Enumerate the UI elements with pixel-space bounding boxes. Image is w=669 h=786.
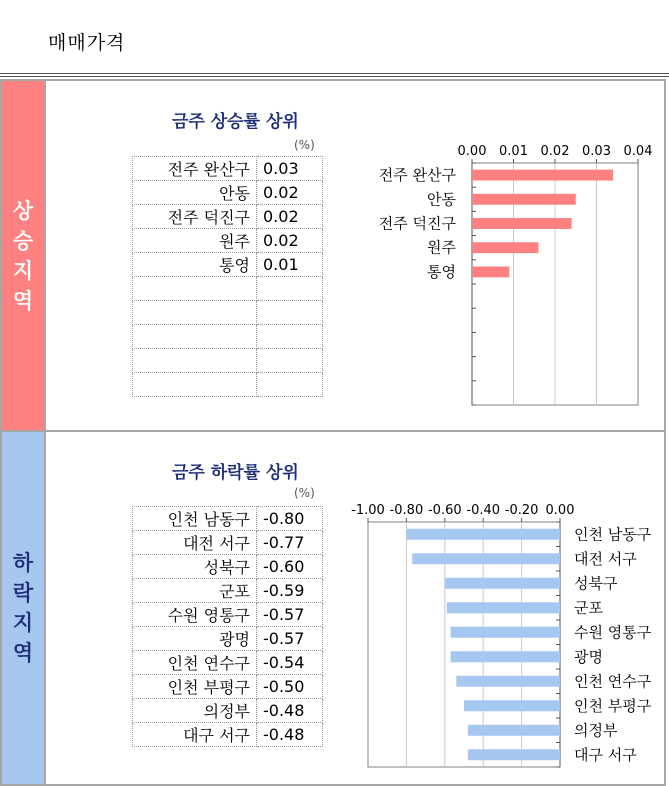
fall-table bbox=[132, 506, 323, 747]
fall-side-char: 지 bbox=[12, 611, 34, 635]
category-label: 성북구 bbox=[574, 574, 618, 593]
category-label: 대전 서구 bbox=[574, 549, 637, 568]
change-value-cell: -0.80 bbox=[257, 507, 323, 531]
change-value-cell: -0.59 bbox=[257, 579, 323, 603]
rise-table bbox=[132, 156, 323, 397]
region-name-cell: 광명 bbox=[133, 627, 257, 651]
table-row bbox=[133, 699, 323, 723]
table-row bbox=[133, 373, 323, 397]
fall-unit: (%) bbox=[294, 486, 315, 500]
category-label: 원주 bbox=[427, 238, 456, 257]
x-tick-label: -1.00 bbox=[351, 503, 385, 518]
x-tick-label: 0.03 bbox=[582, 144, 611, 159]
table-row bbox=[133, 181, 323, 205]
region-name-cell: 인천 연수구 bbox=[133, 651, 257, 675]
change-value-cell: -0.48 bbox=[257, 699, 323, 723]
category-label: 전주 덕진구 bbox=[378, 214, 456, 233]
change-value-cell bbox=[257, 301, 323, 325]
table-row bbox=[133, 229, 323, 253]
table-row bbox=[133, 253, 323, 277]
table-row bbox=[133, 301, 323, 325]
change-value-cell: -0.57 bbox=[257, 627, 323, 651]
table-row bbox=[133, 277, 323, 301]
change-value-cell: 0.02 bbox=[257, 181, 323, 205]
table-row bbox=[133, 723, 323, 747]
bar bbox=[447, 602, 560, 613]
rise-side-char: 상 bbox=[12, 198, 34, 223]
fall-table-title: 금주 하락률 상위 bbox=[172, 463, 299, 483]
fall-section bbox=[0, 430, 666, 786]
region-name-cell bbox=[133, 349, 257, 373]
bar bbox=[412, 553, 560, 564]
table-row bbox=[133, 555, 323, 579]
table-row bbox=[133, 325, 323, 349]
fall-side-char: 역 bbox=[12, 641, 34, 665]
category-label: 통영 bbox=[427, 262, 456, 281]
bar bbox=[468, 725, 560, 736]
rise-side-char: 승 bbox=[12, 228, 34, 253]
category-label: 안동 bbox=[427, 190, 456, 209]
region-name-cell: 전주 덕진구 bbox=[133, 205, 257, 229]
table-row bbox=[133, 603, 323, 627]
fall-side-label bbox=[2, 432, 46, 784]
rise-table-title: 금주 상승률 상위 bbox=[172, 112, 299, 132]
change-value-cell bbox=[257, 277, 323, 301]
x-tick-label: -0.60 bbox=[427, 503, 462, 518]
table-row bbox=[133, 675, 323, 699]
x-tick-label: 0.00 bbox=[457, 144, 487, 159]
rise-bar-chart bbox=[357, 139, 657, 409]
header-rule-secondary bbox=[0, 76, 669, 77]
region-name-cell: 안동 bbox=[133, 181, 257, 205]
region-name-cell: 전주 완산구 bbox=[133, 157, 257, 181]
change-value-cell bbox=[257, 373, 323, 397]
bar bbox=[472, 242, 538, 253]
change-value-cell: 0.02 bbox=[257, 229, 323, 253]
category-label: 인천 연수구 bbox=[574, 672, 652, 691]
fall-bar-chart bbox=[342, 498, 668, 768]
region-name-cell: 대구 서구 bbox=[133, 723, 257, 747]
x-tick-label: -0.80 bbox=[389, 503, 424, 518]
category-label: 인천 남동구 bbox=[574, 525, 652, 544]
table-row bbox=[133, 349, 323, 373]
change-value-cell: 0.01 bbox=[257, 253, 323, 277]
region-name-cell bbox=[133, 301, 257, 325]
bar bbox=[472, 170, 613, 181]
x-tick-label: 0.04 bbox=[623, 144, 653, 159]
change-value-cell: 0.02 bbox=[257, 205, 323, 229]
region-name-cell bbox=[133, 277, 257, 301]
table-row bbox=[133, 579, 323, 603]
rise-unit: (%) bbox=[294, 138, 315, 152]
rise-section bbox=[0, 79, 666, 430]
region-name-cell: 의정부 bbox=[133, 699, 257, 723]
x-tick-label: -0.20 bbox=[504, 503, 539, 518]
x-tick-label: -0.40 bbox=[466, 503, 501, 518]
bar bbox=[472, 194, 576, 205]
change-value-cell: -0.48 bbox=[257, 723, 323, 747]
bar bbox=[472, 218, 572, 229]
rise-side-char: 역 bbox=[12, 288, 34, 313]
table-row bbox=[133, 651, 323, 675]
category-label: 의정부 bbox=[574, 721, 618, 740]
region-name-cell: 대전 서구 bbox=[133, 531, 257, 555]
change-value-cell: -0.60 bbox=[257, 555, 323, 579]
category-label: 군포 bbox=[574, 598, 603, 617]
region-name-cell: 원주 bbox=[133, 229, 257, 253]
page-title: 매매가격 bbox=[48, 32, 126, 54]
table-row bbox=[133, 627, 323, 651]
region-name-cell bbox=[133, 325, 257, 349]
change-value-cell bbox=[257, 349, 323, 373]
rise-side-label bbox=[2, 81, 46, 430]
change-value-cell: -0.50 bbox=[257, 675, 323, 699]
category-label: 광명 bbox=[574, 647, 603, 666]
bar bbox=[451, 627, 560, 638]
bar bbox=[464, 700, 560, 711]
bar bbox=[445, 578, 560, 589]
x-tick-label: 0.00 bbox=[545, 503, 575, 518]
change-value-cell: -0.77 bbox=[257, 531, 323, 555]
change-value-cell: -0.57 bbox=[257, 603, 323, 627]
region-name-cell: 통영 bbox=[133, 253, 257, 277]
rise-side-char: 지 bbox=[12, 258, 34, 283]
fall-side-char: 락 bbox=[12, 581, 34, 605]
header-rule bbox=[0, 73, 669, 74]
region-name-cell: 인천 부평구 bbox=[133, 675, 257, 699]
bar bbox=[472, 266, 509, 277]
region-name-cell bbox=[133, 373, 257, 397]
bar bbox=[468, 749, 560, 760]
region-name-cell: 인천 남동구 bbox=[133, 507, 257, 531]
bar bbox=[456, 676, 560, 687]
table-row bbox=[133, 205, 323, 229]
region-name-cell: 성북구 bbox=[133, 555, 257, 579]
fall-side-char: 하 bbox=[12, 551, 34, 575]
table-row bbox=[133, 507, 323, 531]
category-label: 대구 서구 bbox=[574, 745, 637, 764]
category-label: 전주 완산구 bbox=[378, 166, 456, 185]
category-label: 수원 영통구 bbox=[574, 623, 652, 642]
region-name-cell: 수원 영통구 bbox=[133, 603, 257, 627]
change-value-cell: 0.03 bbox=[257, 157, 323, 181]
x-tick-label: 0.01 bbox=[499, 144, 528, 159]
change-value-cell: -0.54 bbox=[257, 651, 323, 675]
category-label: 인천 부평구 bbox=[574, 696, 652, 715]
region-name-cell: 군포 bbox=[133, 579, 257, 603]
x-tick-label: 0.02 bbox=[540, 144, 570, 159]
table-row bbox=[133, 531, 323, 555]
bar bbox=[406, 529, 560, 540]
change-value-cell bbox=[257, 325, 323, 349]
table-row bbox=[133, 157, 323, 181]
bar bbox=[451, 651, 560, 662]
